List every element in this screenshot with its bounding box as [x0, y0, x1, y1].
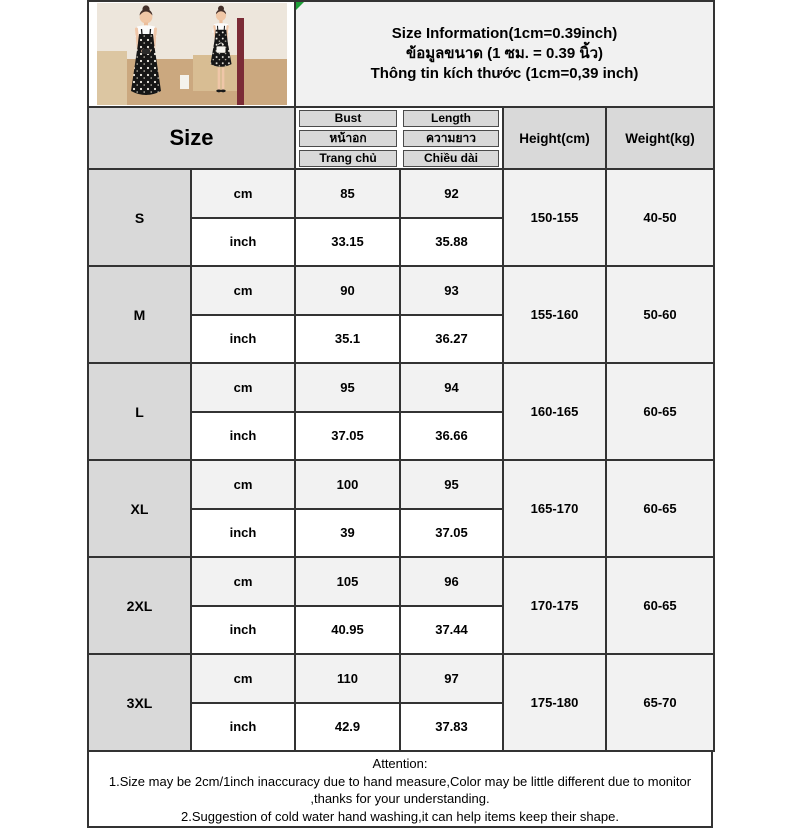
height-value: 165-170 — [503, 460, 606, 557]
size-label: 2XL — [88, 557, 191, 654]
bust-header-th-cell — [295, 128, 400, 148]
bust-header-en-cell — [295, 107, 400, 128]
length-cm-value: 96 — [400, 557, 503, 606]
size-label: M — [88, 266, 191, 363]
attention-line-2: 2.Suggestion of cold water hand washing,it can help items keep their shape. — [95, 808, 705, 826]
unit-inch-label: inch — [191, 412, 295, 461]
bust-inch-value: 42.9 — [295, 703, 400, 752]
bust-inch-value: 40.95 — [295, 606, 400, 655]
weight-value: 65-70 — [606, 654, 714, 751]
table-row-l-cm — [88, 363, 714, 412]
weight-value: 40-50 — [606, 169, 714, 266]
size-label: 3XL — [88, 654, 191, 751]
height-value: 175-180 — [503, 654, 606, 751]
unit-cm-label: cm — [191, 557, 295, 606]
length-inch-value: 37.44 — [400, 606, 503, 655]
bust-inch-value: 39 — [295, 509, 400, 558]
height-value: 160-165 — [503, 363, 606, 460]
length-header-vi-cell — [400, 148, 503, 169]
height-column-header: Height(cm) — [503, 107, 606, 169]
unit-cm-label: cm — [191, 654, 295, 703]
length-inch-value: 36.66 — [400, 412, 503, 461]
size-label: L — [88, 363, 191, 460]
unit-inch-label: inch — [191, 606, 295, 655]
product-image-cell — [88, 1, 295, 107]
bust-inch-value: 35.1 — [295, 315, 400, 364]
table-row-s-cm — [88, 169, 714, 218]
table-row-3xl-cm — [88, 654, 714, 703]
unit-inch-label: inch — [191, 218, 295, 267]
size-label: XL — [88, 460, 191, 557]
unit-cm-label: cm — [191, 460, 295, 509]
length-inch-value: 36.27 — [400, 315, 503, 364]
length-cm-value: 92 — [400, 169, 503, 218]
weight-value: 50-60 — [606, 266, 714, 363]
bust-cm-value: 85 — [295, 169, 400, 218]
bust-cm-value: 100 — [295, 460, 400, 509]
size-chart-sheet — [87, 0, 713, 828]
unit-cm-label: cm — [191, 266, 295, 315]
bust-header-vi-cell — [295, 148, 400, 169]
size-info-title-en: Size Information(1cm=0.39inch) — [296, 24, 713, 44]
product-image — [97, 3, 287, 105]
bust-header-en: Bust — [299, 110, 397, 127]
size-information-header-cell — [295, 1, 714, 107]
table-row-2xl-cm — [88, 557, 714, 606]
size-column-header: Size — [88, 107, 295, 169]
bust-inch-value: 33.15 — [295, 218, 400, 267]
size-label: S — [88, 169, 191, 266]
bust-header-th: หน้าอก — [299, 130, 397, 147]
weight-value: 60-65 — [606, 557, 714, 654]
size-info-title-th: ข้อมูลขนาด (1 ซม. = 0.39 นิ้ว) — [296, 44, 713, 64]
unit-cm-label: cm — [191, 169, 295, 218]
length-header-en-cell — [400, 107, 503, 128]
length-header-en: Length — [403, 110, 499, 127]
length-cm-value: 93 — [400, 266, 503, 315]
bust-cm-value: 95 — [295, 363, 400, 412]
length-header-vi: Chiều dài — [403, 150, 499, 167]
table-row-xl-cm — [88, 460, 714, 509]
green-corner-marker-icon — [296, 2, 304, 10]
height-value: 155-160 — [503, 266, 606, 363]
bust-inch-value: 37.05 — [295, 412, 400, 461]
size-chart-table — [87, 0, 715, 752]
weight-column-header: Weight(kg) — [606, 107, 714, 169]
length-inch-value: 37.05 — [400, 509, 503, 558]
column-header-row-1 — [88, 107, 714, 128]
length-inch-value: 37.83 — [400, 703, 503, 752]
weight-value: 60-65 — [606, 460, 714, 557]
top-row — [88, 1, 714, 107]
height-value: 170-175 — [503, 557, 606, 654]
unit-cm-label: cm — [191, 363, 295, 412]
length-cm-value: 97 — [400, 654, 503, 703]
attention-line-1: 1.Size may be 2cm/1inch inaccuracy due to hand measure,Color may be little different due to monitor ,thanks for your understanding. — [95, 773, 705, 808]
size-info-title-vi: Thông tin kích thước (1cm=0,39 inch) — [296, 64, 713, 84]
unit-inch-label: inch — [191, 703, 295, 752]
weight-value: 60-65 — [606, 363, 714, 460]
length-cm-value: 94 — [400, 363, 503, 412]
table-row-m-cm — [88, 266, 714, 315]
attention-title: Attention: — [95, 755, 705, 773]
length-cm-value: 95 — [400, 460, 503, 509]
height-value: 150-155 — [503, 169, 606, 266]
attention-note — [87, 750, 713, 828]
length-inch-value: 35.88 — [400, 218, 503, 267]
bust-header-vi: Trang chủ — [299, 150, 397, 167]
length-header-th-cell — [400, 128, 503, 148]
bust-cm-value: 105 — [295, 557, 400, 606]
bust-cm-value: 110 — [295, 654, 400, 703]
unit-inch-label: inch — [191, 509, 295, 558]
bust-cm-value: 90 — [295, 266, 400, 315]
unit-inch-label: inch — [191, 315, 295, 364]
length-header-th: ความยาว — [403, 130, 499, 147]
